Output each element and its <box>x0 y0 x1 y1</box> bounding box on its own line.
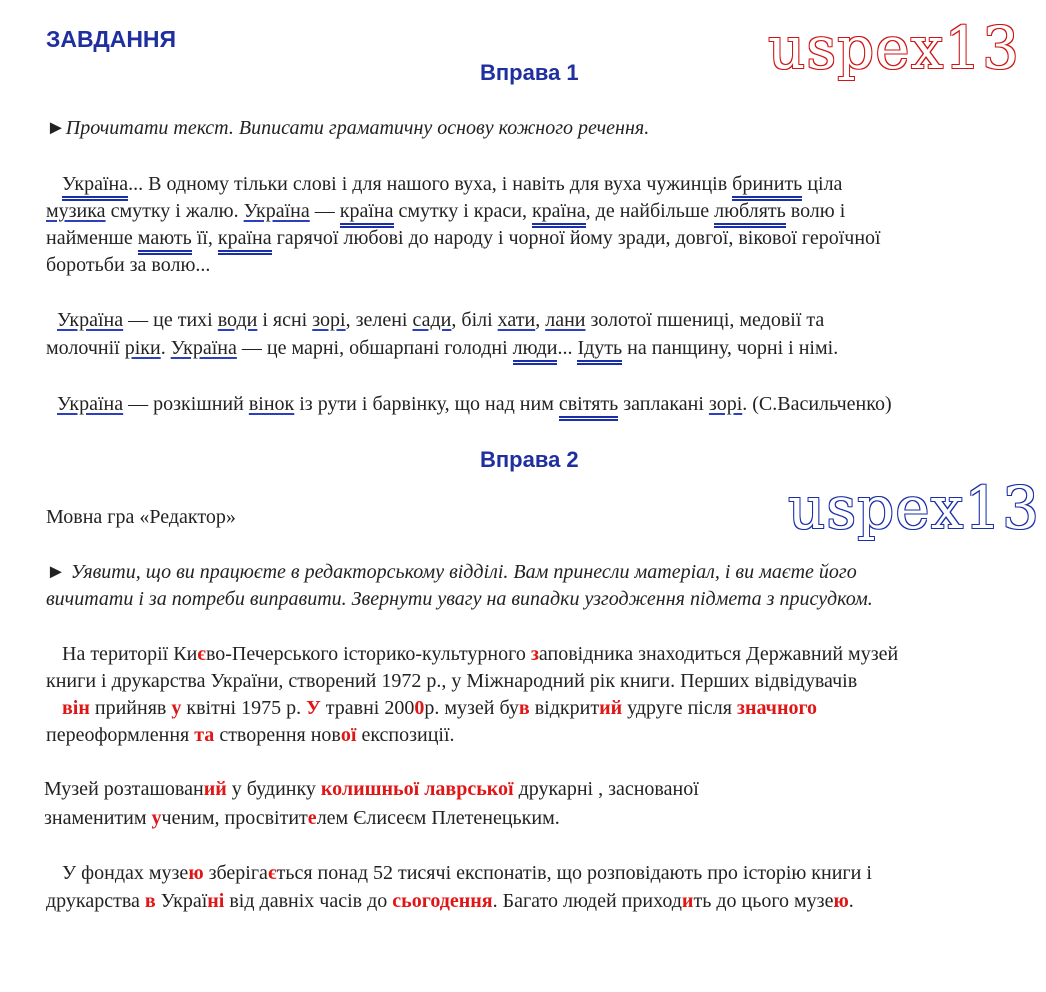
ex2-t1-line4: переоформлення та створення нової експозиції. <box>46 724 455 746</box>
correction: ий <box>203 778 227 800</box>
predicate: країна <box>340 200 394 228</box>
exercise-2-instruction-line1: ► Уявити, що ви працюєте в редакторському відділі. Вам принесли матеріал, і ви маєте його <box>46 561 857 583</box>
ex2-t3-line2: друкарства в Україні від давніх часів до сьогодення. Багато людей приходить до цього музею. <box>46 890 854 912</box>
exercise-2-instruction-line2: вичитати і за потреби виправити. Звернути увагу на випадки узгодження підмета з присудком. <box>46 588 873 610</box>
correction: 0 <box>414 697 425 719</box>
correction: в <box>518 697 530 719</box>
subject: Україна <box>57 309 124 331</box>
ex1-p1-line2: музика смутку і жалю. Україна — країна смутку і краси, країна, де найбільше люблять волю і <box>46 198 845 224</box>
correction: значного <box>736 697 818 719</box>
subject: Україна <box>170 337 237 359</box>
correction: ю <box>188 862 204 884</box>
subject: лани <box>545 309 586 331</box>
predicate: країна <box>218 227 272 255</box>
ex2-t1-line1: На території Києво-Печерського історико-культурного заповідника знаходиться Державний музей <box>62 643 899 665</box>
predicate: люблять <box>714 200 786 228</box>
subject: зорі <box>708 393 743 415</box>
subject: вінок <box>248 393 295 415</box>
correction: є <box>267 862 277 884</box>
ex1-p1-line3: найменше мають її, країна гарячої любові до народу і чорної йому зради, довгої, вікової героїчної <box>46 225 881 251</box>
correction: він <box>62 697 90 719</box>
ex1-p2-line2: молочнії ріки. Україна — це марні, обшарпані голодні люди... Ідуть на панщину, чорні і німі. <box>46 335 838 361</box>
ex1-p1-line4: боротьби за волю... <box>46 254 211 276</box>
exercise-1-instruction: ►Прочитати текст. Виписати граматичну основу кожного речення. <box>46 117 650 139</box>
correction: у <box>171 697 182 719</box>
correction: колишньої лаврської <box>320 778 514 800</box>
subject: сади <box>412 309 452 331</box>
subject: Україна <box>57 393 124 415</box>
correction: и <box>681 890 694 912</box>
predicate: люди <box>513 337 558 365</box>
ex2-t1-line3: він прийняв у квітні 1975 р. У травні 2000р. музей був відкритий удруге після значного <box>62 697 818 719</box>
correction: сьогодення <box>392 890 493 912</box>
game-title: Мовна гра «Редактор» <box>46 506 236 528</box>
exercise-2-title: Вправа 2 <box>480 447 579 472</box>
subject: Україна <box>62 173 128 201</box>
predicate: Ідуть <box>577 337 622 365</box>
subject: Україна <box>243 200 310 222</box>
ex2-t2-line1: Музей розташований у будинку колишньої лаврської друкарні , заснованої <box>44 778 699 800</box>
correction: е <box>307 807 317 829</box>
predicate: бринить <box>732 173 802 201</box>
predicate: світять <box>559 393 618 421</box>
ex2-t2-line2: знаменитим ученим, просвітителем Єлисеєм Плетенецьким. <box>44 807 560 829</box>
subject: води <box>217 309 258 331</box>
correction: з <box>530 643 539 665</box>
predicate: мають <box>138 227 192 255</box>
subject: ріки <box>124 337 161 359</box>
correction: ю <box>833 890 849 912</box>
correction: ий <box>599 697 623 719</box>
ex1-p3-line1: Україна — розкішний вінок із рути і барвінку, що над ним світять заплакані зорі. (С.Васильченко) <box>57 391 892 417</box>
correction: у <box>151 807 162 829</box>
watermark-middle: uspex13 <box>788 474 1041 542</box>
watermark-top: uspex13 <box>768 14 1021 82</box>
exercise-1-title: Вправа 1 <box>480 60 579 85</box>
ex2-t3-line1: У фондах музею зберігається понад 52 тисячі експонатів, що розповідають про історію книги і <box>62 862 872 884</box>
correction: є <box>197 643 206 665</box>
subject: музика <box>46 200 106 222</box>
ex1-p2-line1: Україна — це тихі води і ясні зорі, зелені сади, білі хати, лани золотої пшениці, медовії та <box>57 309 825 331</box>
subject: хати <box>497 309 536 331</box>
correction: ої <box>340 724 357 746</box>
ex1-p1-line1: Україна... В одному тільки слові і для нашого вуха, і навіть для вуха чужинців бринить ціла <box>62 171 842 197</box>
ex2-t1-line2: книги і друкарства України, створений 1972 р., у Міжнародний рік книги. Перших відвідувачів <box>46 670 858 692</box>
correction: У <box>306 697 321 719</box>
predicate: країна <box>532 200 586 228</box>
correction: ні <box>207 890 225 912</box>
subject: зорі <box>312 309 346 331</box>
page-title: ЗАВДАННЯ <box>46 26 177 52</box>
correction: в <box>144 890 156 912</box>
correction: та <box>194 724 215 746</box>
